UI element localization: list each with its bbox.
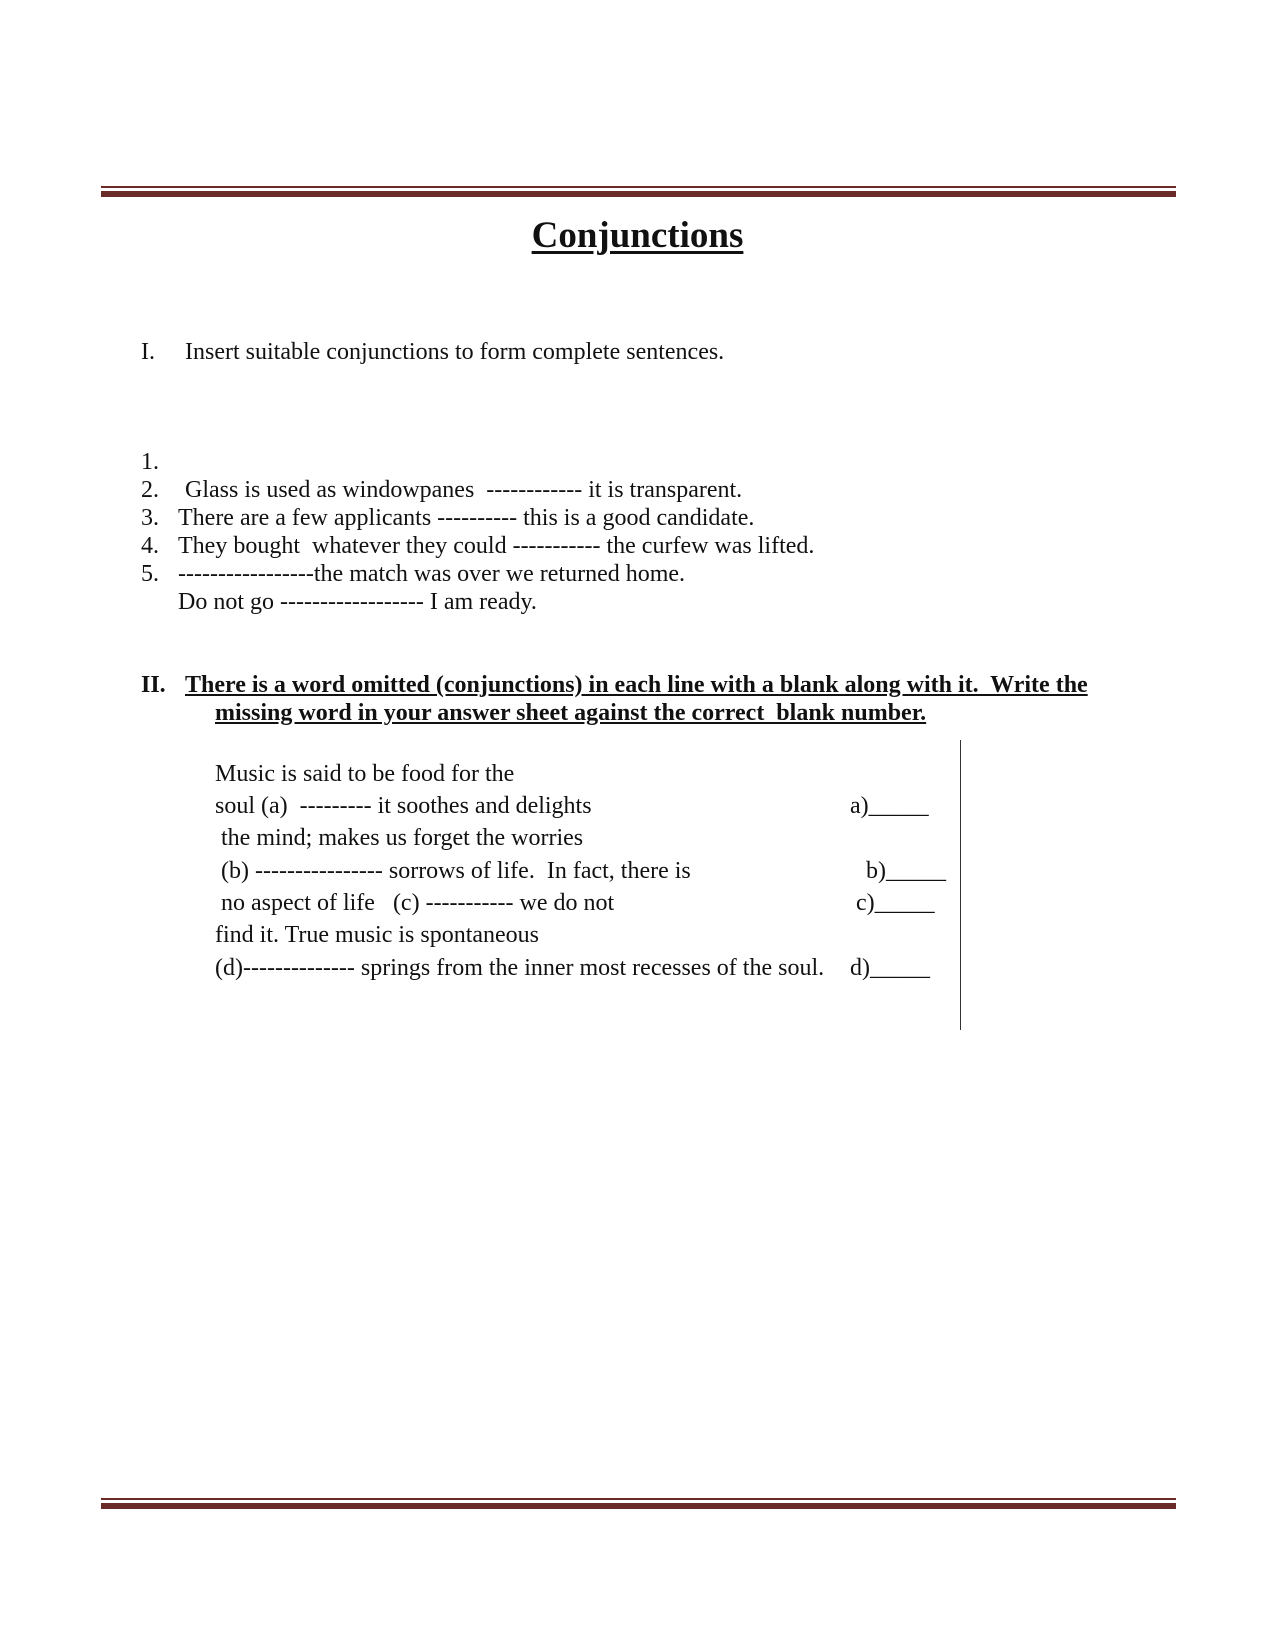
- page-title: Conjunctions: [531, 215, 744, 256]
- section2-number: II.: [141, 672, 166, 698]
- passage-line-4: (b) ---------------- sorrows of life. In fact, there is: [221, 858, 691, 884]
- question-text: Do not go ------------------ I am ready.: [178, 589, 537, 615]
- passage-line-5: no aspect of life (c) ----------- we do not: [221, 890, 615, 916]
- section2-instruction-line1: There is a word omitted (conjunctions) in each line with a blank along with it. Write the: [185, 672, 1088, 698]
- question-number: 1.: [141, 449, 159, 475]
- section2-instruction-line2: missing word in your answer sheet against the correct blank number.: [215, 700, 927, 726]
- top-divider: [101, 186, 1176, 197]
- passage-line-3: the mind; makes us forget the worries: [221, 825, 584, 851]
- answer-blank-b: b)_____: [866, 858, 946, 884]
- section1-instruction: Insert suitable conjunctions to form complete sentences.: [185, 339, 725, 365]
- question-number: 5.: [141, 561, 159, 587]
- section1-number: I.: [141, 339, 155, 365]
- answer-blank-a: a)_____: [850, 793, 929, 819]
- question-text: There are a few applicants ---------- this is a good candidate.: [178, 505, 755, 531]
- answer-blank-c: c)_____: [856, 890, 935, 916]
- passage-line-1: Music is said to be food for the: [215, 761, 515, 787]
- question-text: -----------------the match was over we returned home.: [178, 561, 686, 587]
- question-number: 3.: [141, 505, 159, 531]
- question-text: Glass is used as windowpanes ------------ it is transparent.: [185, 477, 743, 503]
- question-number: 4.: [141, 533, 159, 559]
- answer-blank-d: d)_____: [850, 955, 930, 981]
- question-number: 2.: [141, 477, 159, 503]
- bottom-divider: [101, 1498, 1176, 1509]
- passage-line-6: find it. True music is spontaneous: [215, 922, 540, 948]
- passage-line-2: soul (a) --------- it soothes and delights: [215, 793, 592, 819]
- passage-line-7: (d)-------------- springs from the inner most recesses of the soul.: [215, 955, 825, 981]
- question-text: They bought whatever they could ----------- the curfew was lifted.: [178, 533, 815, 559]
- answer-column-divider: [960, 740, 961, 1030]
